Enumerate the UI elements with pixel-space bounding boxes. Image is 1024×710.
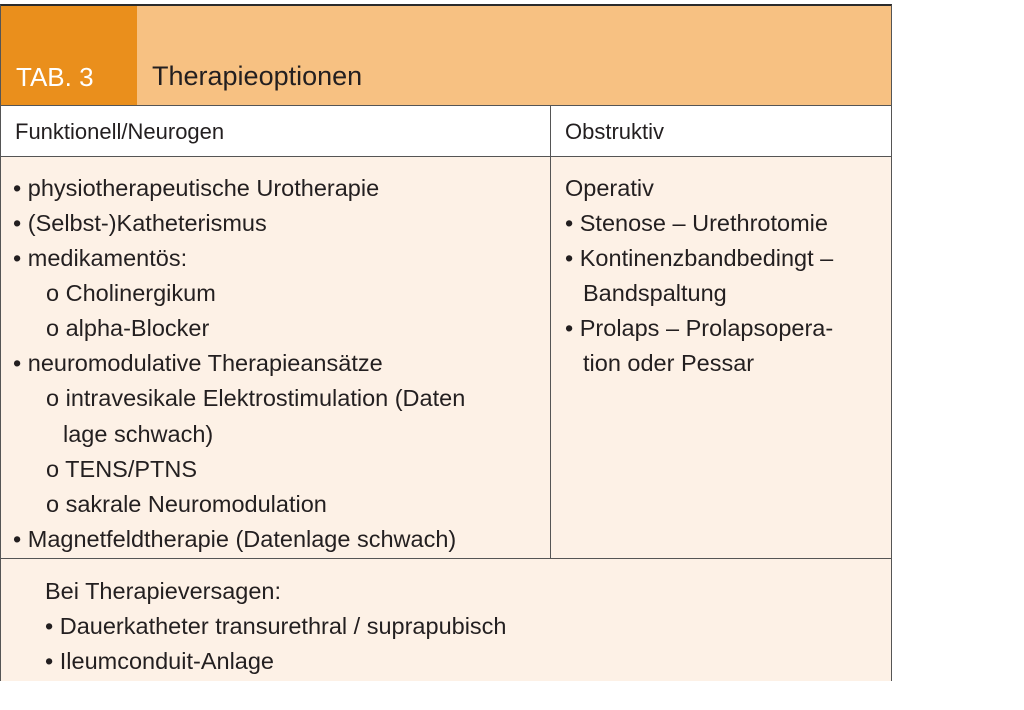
functional-options-cell [1,157,551,559]
column-header-functional [1,106,551,157]
list-item: • Stenose – Urethrotomie [565,210,828,236]
column-header-obstructive-label: Obstruktiv [565,119,665,144]
list-item-continuation: tion oder Pessar [583,350,755,376]
list-item: • medikamentös: [13,245,188,271]
list-item: • (Selbst-)Katheterismus [13,210,267,236]
list-subitem: o intravesikale Elektrostimulation (Daten [46,385,466,411]
list-subitem-continuation: lage schwach) [63,421,214,447]
table-header-bar [1,6,891,106]
list-subitem: o Cholinergikum [46,280,216,306]
list-subitem: o sakrale Neuromodulation [46,491,327,517]
therapy-failure-cell [1,559,891,681]
list-subitem: o TENS/PTNS [46,456,198,482]
list-item-continuation: Bandspaltung [583,280,727,306]
table-title: Therapieoptionen [152,61,363,91]
list-item: • Magnetfeldtherapie (Datenlage schwach) [13,526,457,552]
section-label: Bei Therapieversagen: [45,578,282,604]
list-subitem: o alpha-Blocker [46,315,210,341]
therapy-options-table [0,4,892,681]
column-header-obstructive [551,106,891,157]
table-number-label: TAB. 3 [16,62,94,92]
list-item: • Dauerkatheter transurethral / suprapubisch [45,613,507,639]
list-item: • Ileumconduit-Anlage [45,648,274,674]
obstructive-options-cell [551,157,891,559]
table-number-badge [1,6,137,105]
list-item: • Prolaps – Prolapsopera- [565,315,834,341]
list-item: • Kontinenzbandbedingt – [565,245,834,271]
column-header-functional-label: Funktionell/Neurogen [15,119,225,144]
section-label: Operativ [565,175,654,201]
list-item: • neuromodulative Therapieansätze [13,350,383,376]
list-item: • physiotherapeutische Urotherapie [13,175,380,201]
